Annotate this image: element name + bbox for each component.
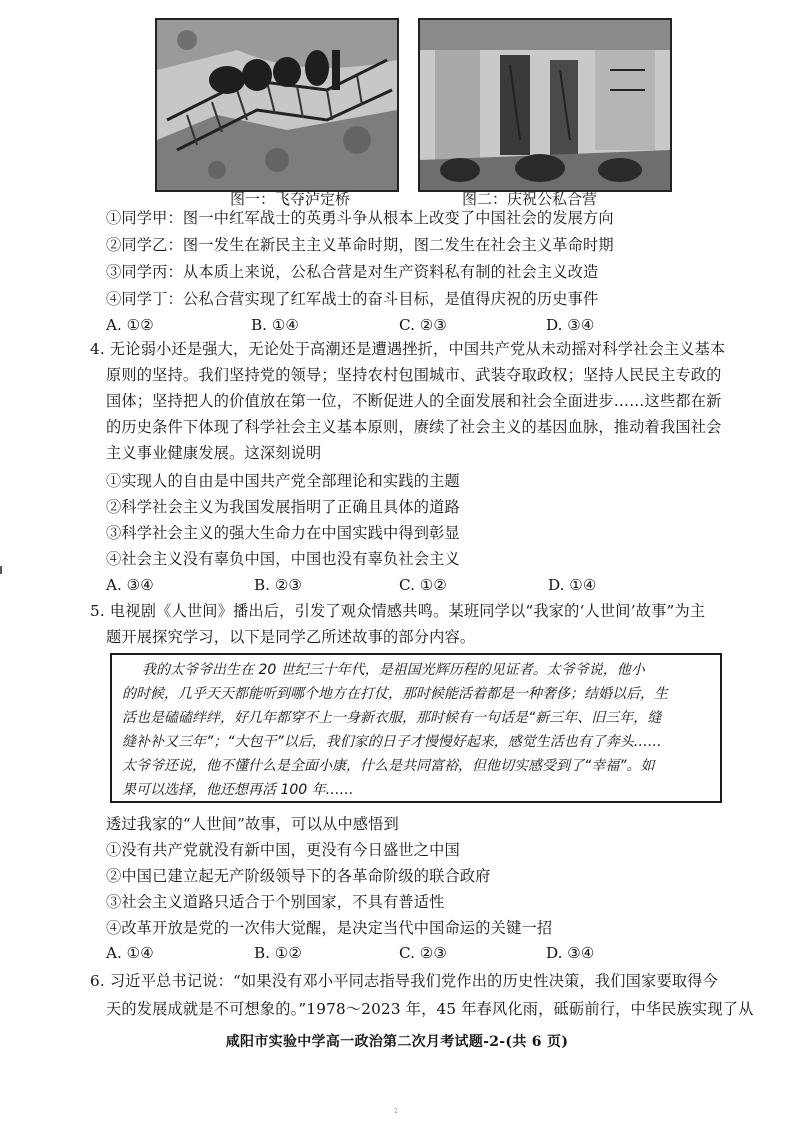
q4-stem-4: 的历史条件下体现了科学社会主义基本原则，赓续了社会主义的基因血脉，推动着我国社会 (106, 418, 722, 436)
q5-story-box (110, 653, 722, 803)
q4-stem-5: 主义事业健康发展。这深刻说明 (106, 444, 322, 462)
q4-option-d: D. ①④ (548, 576, 597, 594)
q3-item-1: ①同学甲：图一中红军战士的英勇斗争从根本上改变了中国社会的发展方向 (106, 209, 614, 227)
figure-luding-bridge (155, 18, 399, 192)
q5-item-1: ①没有共产党就没有新中国，更没有今日盛世之中国 (106, 841, 460, 859)
q3-item-3: ③同学丙：从本质上来说，公私合营是对生产资料私有制的社会主义改造 (106, 263, 599, 281)
story-line-1: 我的太爷爷出生在 20 世纪三十年代，是祖国光辉历程的见证者。太爷爷说，他小 (142, 662, 645, 678)
q6-stem-2: 天的发展成就是不可想象的。”1978～2023 年，45 年春风化雨，砥砺前行，中华民族实现了从 (106, 1000, 754, 1018)
q5-option-d: D. ③④ (546, 944, 595, 962)
q5-option-c: C. ②③ (399, 944, 447, 962)
story-line-2: 的时候，几乎天天都能听到哪个地方在打仗，那时候能活着都是一种奢侈；结婚以后，生 (122, 686, 668, 702)
q4-option-a: A. ③④ (106, 576, 154, 594)
q5-prompt: 透过我家的“人世间”故事，可以从中感悟到 (106, 815, 399, 833)
q4-item-4: ④社会主义没有辜负中国，中国也没有辜负社会主义 (106, 550, 460, 568)
figure-public-private-image (420, 20, 670, 190)
q4-options (106, 576, 726, 598)
q4-item-2: ②科学社会主义为我国发展指明了正确且具体的道路 (106, 498, 460, 516)
q5-item-3: ③社会主义道路只适合于个别国家，不具有普适性 (106, 893, 445, 911)
story-line-5: 太爷爷还说，他不懂什么是全面小康，什么是共同富裕，但他切实感受到了“幸福”。如 (122, 758, 655, 774)
q3-option-c: C. ②③ (399, 316, 447, 334)
q4-option-c: C. ①② (399, 576, 447, 594)
q4-item-1: ①实现人的自由是中国共产党全部理论和实践的主题 (106, 472, 460, 490)
figure-luding-bridge-image (157, 20, 397, 190)
q6-stem-1: 6. 习近平总书记说：“如果没有邓小平同志指导我们党作出的历史性决策，我们国家要取得今 (90, 972, 718, 990)
figure-public-private-celebration (418, 18, 672, 192)
q5-option-a: A. ①④ (106, 944, 154, 962)
q4-stem-3: 国体；坚持把人的价值放在第一位，不断促进人的全面发展和社会全面进步……这些都在新 (106, 392, 722, 410)
q5-options (106, 944, 726, 966)
story-line-6: 果可以选择，他还想再活 100 年…… (122, 782, 354, 798)
q5-stem-1: 5. 电视剧《人世间》播出后，引发了观众情感共鸣。某班同学以“我家的‘人世间’故事”为主 (90, 602, 706, 620)
q4-option-b: B. ②③ (254, 576, 303, 594)
q5-item-4: ④改革开放是党的一次伟大觉醒，是决定当代中国命运的关键一招 (106, 919, 553, 937)
q4-stem-1: 4. 无论弱小还是强大，无论处于高潮还是遭遇挫折，中国共产党从未动摇对科学社会主义基本 (90, 340, 726, 358)
q3-option-a: A. ①② (106, 316, 154, 334)
q3-option-b: B. ①④ (251, 316, 300, 334)
binding-mark (0, 566, 6, 574)
q4-item-3: ③科学社会主义的强大生命力在中国实践中得到彰显 (106, 524, 460, 542)
page-number: 2 (394, 1108, 398, 1115)
q3-item-2: ②同学乙：图一发生在新民主主义革命时期，图二发生在社会主义革命时期 (106, 236, 614, 254)
figure-1-caption: 图一：飞夺泸定桥 (230, 190, 351, 208)
q5-item-2: ②中国已建立起无产阶级领导下的各革命阶级的联合政府 (106, 867, 491, 885)
q3-options (106, 316, 726, 338)
q3-item-4: ④同学丁：公私合营实现了红军战士的奋斗目标，是值得庆祝的历史事件 (106, 290, 599, 308)
page-footer: 咸阳市实验中学高一政治第二次月考试题-2-(共 6 页) (225, 1034, 569, 1050)
q3-option-d: D. ③④ (546, 316, 595, 334)
story-line-4: 缝补补又三年”；“大包干”以后，我们家的日子才慢慢好起来，感觉生活也有了奔头…… (122, 734, 662, 750)
q5-stem-2: 题开展探究学习，以下是同学乙所述故事的部分内容。 (106, 628, 476, 646)
figure-2-caption: 图二：庆祝公私合营 (462, 190, 598, 208)
story-line-3: 活也是磕磕绊绊，好几年都穿不上一身新衣服，那时候有一句话是“新三年、旧三年，缝 (122, 710, 662, 726)
q5-option-b: B. ①② (254, 944, 303, 962)
q4-stem-2: 原则的坚持。我们坚持党的领导；坚持农村包围城市、武装夺取政权；坚持人民民主专政的 (106, 366, 722, 384)
